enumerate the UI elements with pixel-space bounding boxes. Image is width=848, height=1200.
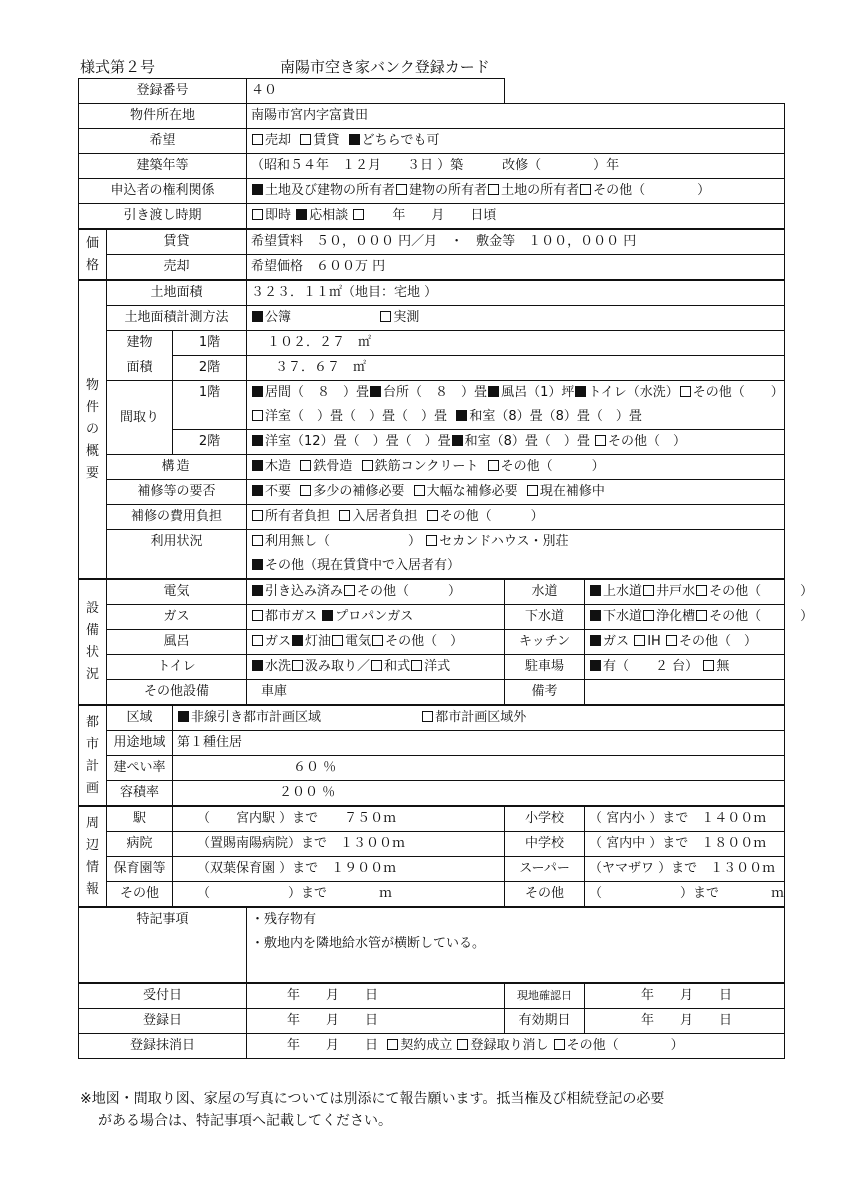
overview-group-label: 物 件 の 概 要	[79, 280, 107, 579]
building-label: 建物	[107, 331, 173, 356]
layout-label: 間取り	[107, 381, 173, 455]
checkbox-checked-icon[interactable]	[252, 660, 263, 671]
land-method-options[interactable]: 公簿 実測	[247, 306, 785, 331]
use-district-value[interactable]: 第１種住居	[173, 731, 785, 756]
repair-options[interactable]: 不要 多少の補修必要 大幅な補修必要 現在補修中	[247, 480, 785, 505]
jhs-value[interactable]: （ 宮内中 ）まで １８００ｍ	[585, 832, 785, 857]
checkbox-icon[interactable]	[554, 1039, 565, 1050]
checkbox-icon[interactable]	[457, 1039, 468, 1050]
checkbox-icon[interactable]	[300, 134, 311, 145]
checkbox-checked-icon[interactable]	[370, 386, 381, 397]
checkbox-checked-icon[interactable]	[252, 184, 263, 195]
checkbox-icon[interactable]	[252, 510, 263, 521]
usage-other[interactable]: その他（現在賃貸中で入居者有）	[247, 554, 785, 579]
registration-card	[78, 78, 814, 1059]
bcr-value[interactable]: ６０ ％	[173, 756, 785, 781]
repair-label: 補修等の要否	[107, 480, 247, 505]
valid-until-label: 有効期日	[505, 1009, 585, 1034]
structure-options[interactable]: 木造 鉄骨造 鉄筋コンクリート その他（ ）	[247, 455, 785, 480]
site-check-value[interactable]: 年 月 日	[585, 983, 785, 1009]
special-notes-value[interactable]	[247, 907, 785, 983]
other-facility2-label: その他	[505, 882, 585, 908]
checkbox-checked-icon[interactable]	[252, 386, 263, 397]
reg-no-label: 登録番号	[79, 79, 247, 104]
valid-until-value[interactable]: 年 月 日	[585, 1009, 785, 1034]
checkbox-checked-icon[interactable]	[178, 711, 189, 722]
station-label: 駅	[107, 806, 173, 832]
special-notes-label: 特記事項	[79, 907, 247, 983]
checkbox-icon[interactable]	[427, 510, 438, 521]
checkbox-checked-icon[interactable]	[252, 485, 263, 496]
other-equipment-label: その他設備	[107, 680, 247, 706]
checkbox-icon[interactable]	[411, 660, 422, 671]
checkbox-icon[interactable]	[488, 460, 499, 471]
cost-label: 補修の費用負担	[107, 505, 247, 530]
checkbox-checked-icon[interactable]	[252, 559, 263, 570]
checkbox-checked-icon[interactable]	[296, 209, 307, 220]
rights-label: 申込者の権利関係	[79, 179, 247, 204]
checkbox-icon[interactable]	[372, 635, 383, 646]
other-facility2-value[interactable]: （ ）まで ｍ	[585, 882, 785, 908]
checkbox-icon[interactable]	[696, 585, 707, 596]
water-label: 水道	[505, 579, 585, 605]
supermarket-label: スーパー	[505, 857, 585, 882]
received-value[interactable]: 年 月 日	[247, 983, 505, 1009]
land-method-label: 土地面積計測方法	[107, 306, 247, 331]
checkbox-icon[interactable]	[634, 635, 645, 646]
checkbox-checked-icon[interactable]	[590, 585, 601, 596]
facilities-group-label: 設 備 状 況	[79, 579, 107, 705]
checkbox-icon[interactable]	[387, 1039, 398, 1050]
checkbox-checked-icon[interactable]	[292, 635, 303, 646]
electric-label: 電気	[107, 579, 247, 605]
received-label: 受付日	[79, 983, 247, 1009]
bath-label: 風呂	[107, 630, 247, 655]
urban-group-label: 都 市 計 画	[79, 705, 107, 806]
checkbox-icon[interactable]	[332, 635, 343, 646]
hospital-label: 病院	[107, 832, 173, 857]
checkbox-icon[interactable]	[580, 184, 591, 195]
checkbox-icon[interactable]	[396, 184, 407, 195]
registered-value[interactable]: 年 月 日	[247, 1009, 505, 1034]
checkbox-icon[interactable]	[422, 711, 433, 722]
checkbox-icon[interactable]	[426, 535, 437, 546]
checkbox-icon[interactable]	[353, 209, 364, 220]
toilet-options[interactable]: 水洗 汲み取り／ 和式 洋式	[247, 655, 505, 680]
checkbox-checked-icon[interactable]	[349, 134, 360, 145]
floor1-area[interactable]: １０２．２７ ㎡	[247, 331, 785, 356]
layout-floor2-line[interactable]: 洋室（12）畳（ ）畳（ ）畳 和室（8）畳（ ）畳 その他（ ）	[247, 430, 785, 455]
far-label: 容積率	[107, 781, 173, 807]
checkbox-checked-icon[interactable]	[252, 585, 263, 596]
layout-floor1-line2[interactable]: 洋室（ ）畳（ ）畳（ ）畳 和室（8）畳（8）畳（ ）畳	[247, 405, 785, 430]
checkbox-icon[interactable]	[252, 209, 263, 220]
checkbox-checked-icon[interactable]	[590, 660, 601, 671]
layout-floor2-label: 2階	[173, 430, 247, 455]
form-number: 様式第２号	[80, 58, 156, 76]
special-note-1: ・残存物有	[251, 912, 317, 927]
cancel-label: 登録抹消日	[79, 1034, 247, 1059]
checkbox-checked-icon[interactable]	[252, 460, 263, 471]
reg-no-value[interactable]: ４０	[247, 79, 505, 104]
checkbox-checked-icon[interactable]	[488, 386, 499, 397]
electric-options[interactable]: 引き込み済み その他（ ）	[247, 579, 505, 605]
special-note-2: ・敷地内を隣地給水管が横断している。	[251, 936, 486, 951]
form-title: 南陽市空き家バンク登録カード	[280, 58, 490, 76]
checkbox-icon[interactable]	[339, 510, 350, 521]
toilet-label: トイレ	[107, 655, 247, 680]
bcr-label: 建ぺい率	[107, 756, 173, 781]
use-district-label: 用途地域	[107, 731, 173, 756]
price-group-label: 価 格	[79, 229, 107, 280]
address-value[interactable]: 南陽市宮内字富貴田	[247, 104, 785, 129]
checkbox-icon[interactable]	[252, 535, 263, 546]
zone-label: 区域	[107, 705, 173, 731]
layout-floor1-label: 1階	[173, 381, 247, 430]
rights-options[interactable]: 土地及び建物の所有者 建物の所有者 土地の所有者 その他（ ）	[247, 179, 785, 204]
kitchen-options[interactable]: ガス IH その他（ ）	[585, 630, 785, 655]
school-label: 小学校	[505, 806, 585, 832]
checkbox-icon[interactable]	[344, 585, 355, 596]
other-facility-label: その他	[107, 882, 173, 908]
floor2-label: 2階	[173, 356, 247, 381]
far-value[interactable]: ２００ ％	[173, 781, 785, 807]
handover-label: 引き渡し時期	[79, 204, 247, 230]
checkbox-icon[interactable]	[252, 410, 263, 421]
land-area-label: 土地面積	[107, 280, 247, 306]
zone-options[interactable]: 非線引き都市計画区域 都市計画区域外	[173, 705, 785, 731]
checkbox-icon[interactable]	[527, 485, 538, 496]
checkbox-checked-icon[interactable]	[252, 435, 263, 446]
land-area-value[interactable]: ３２３．１１㎡（地目：宅地 ）	[247, 280, 785, 306]
water-options[interactable]: 上水道 井戸水 その他（ ）	[585, 579, 785, 605]
checkbox-icon[interactable]	[371, 660, 382, 671]
checkbox-icon[interactable]	[300, 460, 311, 471]
structure-label: 構造	[107, 455, 247, 480]
cost-options[interactable]: 所有者負担 入居者負担 その他（ ）	[247, 505, 785, 530]
hospital-value[interactable]: （置賜南陽病院）まで １３００ｍ	[173, 832, 505, 857]
checkbox-icon[interactable]	[252, 635, 263, 646]
checkbox-checked-icon[interactable]	[590, 610, 601, 621]
wish-options[interactable]: 売却 賃貸 どちらでも可	[247, 129, 785, 154]
nursery-value[interactable]: （双葉保育園 ）まで １９００ｍ	[173, 857, 505, 882]
parking-options[interactable]: 有（ ２ 台） 無	[585, 655, 785, 680]
sale-value[interactable]: 希望価格 ６００万 円	[247, 255, 785, 281]
checkbox-icon[interactable]	[595, 435, 606, 446]
rent-label: 賃貸	[107, 229, 247, 255]
surroundings-group-label: 周 辺 情 報	[79, 806, 107, 907]
remarks-label: 備考	[505, 680, 585, 706]
built-label: 建築年等	[79, 154, 247, 179]
sewer-label: 下水道	[505, 605, 585, 630]
checkbox-icon[interactable]	[414, 485, 425, 496]
site-check-label: 現地確認日	[505, 983, 585, 1009]
checkbox-icon[interactable]	[680, 386, 691, 397]
layout-floor1-line1[interactable]: 居間（ ８ ）畳 台所（ ８ ）畳 風呂（1）坪 トイレ（水洗） その他（ ）	[247, 381, 785, 406]
checkbox-checked-icon[interactable]	[575, 386, 586, 397]
checkbox-checked-icon[interactable]	[456, 410, 467, 421]
checkbox-icon[interactable]	[643, 610, 654, 621]
checkbox-checked-icon[interactable]	[252, 311, 263, 322]
checkbox-icon[interactable]	[696, 610, 707, 621]
sewer-options[interactable]: 下水道 浄化槽 その他（ ）	[585, 605, 785, 630]
gas-options[interactable]: 都市ガス プロパンガス	[247, 605, 505, 630]
footnote-line1: ※地図・間取り図、家屋の写真については別添にて報告願います。抵当権及び相続登記の必要	[80, 1091, 665, 1107]
other-facility-value[interactable]: （ ）まで ｍ	[173, 882, 505, 908]
checkbox-icon[interactable]	[380, 311, 391, 322]
handover-options[interactable]: 即時 応相談 年 月 日頃	[247, 204, 785, 230]
supermarket-value[interactable]: （ヤマザワ ）まで １３００ｍ	[585, 857, 785, 882]
station-value[interactable]: （ 宮内駅 ）まで ７５０ｍ	[173, 806, 505, 832]
bath-options[interactable]: ガス 灯油 電気 その他（ ）	[247, 630, 505, 655]
checkbox-icon[interactable]	[300, 485, 311, 496]
floor2-area[interactable]: ３７．６７ ㎡	[247, 356, 785, 381]
area-label: 面積	[107, 356, 173, 381]
remarks-value[interactable]	[585, 680, 785, 706]
checkbox-checked-icon[interactable]	[322, 610, 333, 621]
jhs-label: 中学校	[505, 832, 585, 857]
checkbox-icon[interactable]	[488, 184, 499, 195]
floor1-label: 1階	[173, 331, 247, 356]
kitchen-label: キッチン	[505, 630, 585, 655]
checkbox-icon[interactable]	[643, 585, 654, 596]
checkbox-icon[interactable]	[252, 134, 263, 145]
wish-label: 希望	[79, 129, 247, 154]
parking-label: 駐車場	[505, 655, 585, 680]
usage-options[interactable]: 利用無し（ ） セカンドハウス・別荘	[247, 530, 785, 555]
sale-label: 売却	[107, 255, 247, 281]
checkbox-checked-icon[interactable]	[452, 435, 463, 446]
footnote-line2: がある場合は、特記事項へ記載してください。	[98, 1113, 392, 1129]
gas-label: ガス	[107, 605, 247, 630]
usage-label: 利用状況	[107, 530, 247, 580]
checkbox-icon[interactable]	[666, 635, 677, 646]
cancel-options[interactable]: 年 月 日 契約成立 登録取り消し その他（ ）	[247, 1034, 785, 1059]
checkbox-icon[interactable]	[362, 460, 373, 471]
rent-value[interactable]: 希望賃料 ５０，０００ 円／月 ・ 敷金等 １００，０００ 円	[247, 229, 785, 255]
checkbox-icon[interactable]	[252, 610, 263, 621]
address-label: 物件所在地	[79, 104, 247, 129]
built-value[interactable]: （昭和５４年 １２月 ３日 ）築 改修（ ）年	[247, 154, 785, 179]
checkbox-icon[interactable]	[703, 660, 714, 671]
other-equipment-value[interactable]: 車庫	[247, 680, 505, 706]
nursery-label: 保育園等	[107, 857, 173, 882]
checkbox-icon[interactable]	[292, 660, 303, 671]
footnote	[80, 1088, 770, 1132]
registered-label: 登録日	[79, 1009, 247, 1034]
checkbox-checked-icon[interactable]	[590, 635, 601, 646]
school-value[interactable]: （ 宮内小 ）まで １４００ｍ	[585, 806, 785, 832]
